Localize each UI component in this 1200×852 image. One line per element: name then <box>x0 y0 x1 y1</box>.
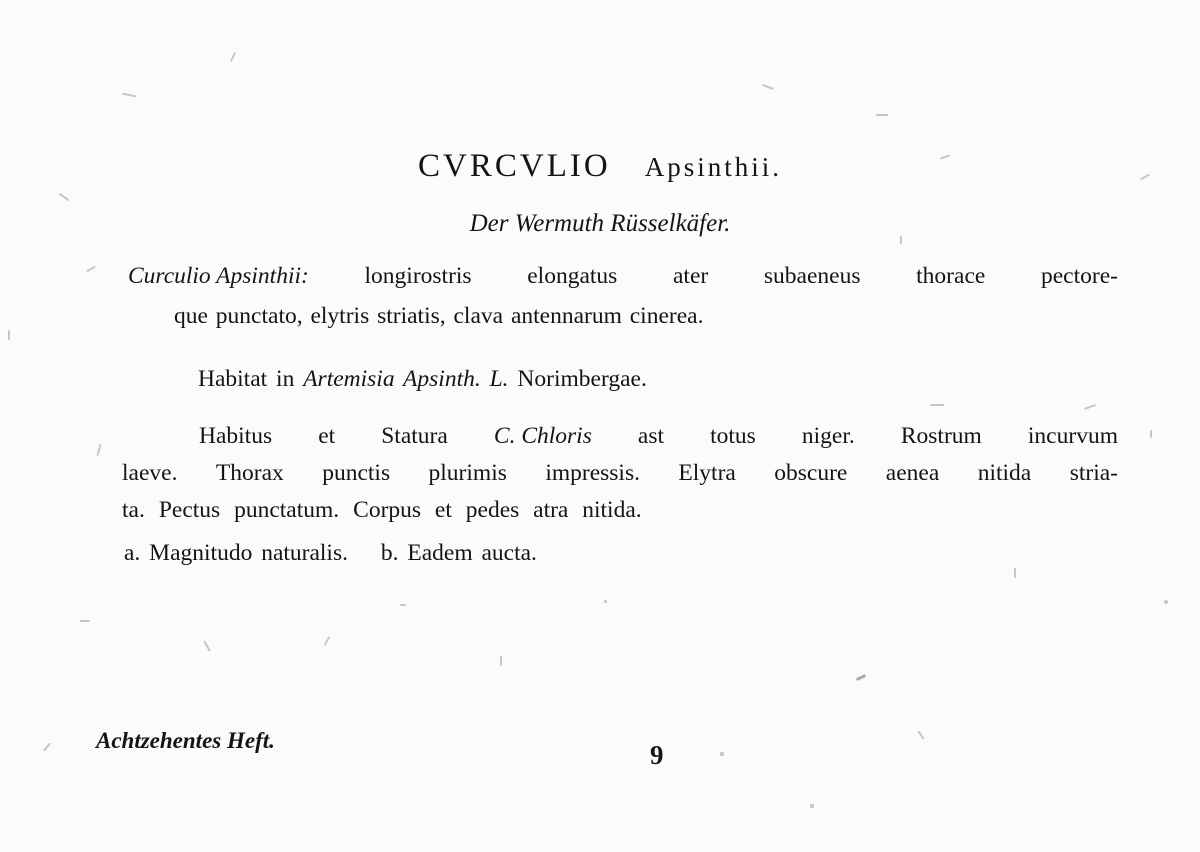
paper-speck <box>876 114 888 116</box>
diagnosis-word: subaeneus <box>763 263 861 289</box>
description-line-3 <box>122 492 1118 529</box>
habitat-line <box>198 366 647 393</box>
description-phrase: ta. <box>122 497 145 523</box>
description-line-2 <box>122 455 1118 492</box>
paper-speck <box>86 266 96 273</box>
description-word: totus <box>710 423 756 449</box>
description-word: niger. <box>801 423 855 449</box>
diagnosis-word: thorace <box>916 263 986 289</box>
figure-caption-b: b. Eadem aucta. <box>380 540 537 566</box>
paper-speck <box>500 656 502 666</box>
description-word: Rostrum <box>900 423 982 449</box>
diagnosis-line-1 <box>128 256 1118 296</box>
description-word: ast <box>637 423 665 449</box>
figure-caption-a: a. Magnitudo naturalis. <box>124 540 348 566</box>
paper-speck <box>80 620 90 622</box>
description-word: incurvum <box>1027 423 1118 449</box>
description-word: plurimis <box>428 460 507 486</box>
paper-speck <box>324 636 331 646</box>
diagnosis-paragraph <box>128 256 1148 336</box>
page-number: 9 <box>650 740 664 770</box>
description-word: Elytra <box>678 460 736 486</box>
paper-speck <box>1084 404 1096 410</box>
diagnosis-line-2: que punctato, elytris striatis, clava antennarum cinerea. <box>174 303 704 329</box>
description-word: aenea <box>885 460 940 486</box>
description-word: et <box>318 423 336 449</box>
paper-speck <box>59 193 70 202</box>
diagnosis-word: ater <box>673 263 709 289</box>
diagnosis-word: longirostris <box>364 263 472 289</box>
paper-speck <box>1164 600 1168 604</box>
paper-speck <box>122 93 136 98</box>
description-line-1 <box>122 418 1118 455</box>
diagnosis-lead: Curculio Apsinthii: <box>128 263 309 289</box>
diagnosis-word: pectore- <box>1040 263 1118 289</box>
page-subtitle: Der Wermuth Rüsselkäfer. <box>469 210 731 237</box>
paper-speck <box>720 752 724 756</box>
description-word: Thorax <box>215 460 284 486</box>
title-genus: CVRCVLIO <box>418 148 611 184</box>
habitat-prefix: Habitat in <box>198 366 295 392</box>
description-word: impressis. <box>545 460 640 486</box>
page-title <box>0 148 1200 185</box>
description-word: Habitus <box>199 423 273 449</box>
paper-speck <box>1014 568 1016 578</box>
description-word: punctis <box>322 460 391 486</box>
description-word: obscure <box>774 460 848 486</box>
paper-speck <box>604 600 607 603</box>
description-species-ref: C. Chloris <box>493 423 592 449</box>
description-word: Statura <box>381 423 448 449</box>
paper-speck <box>856 674 866 681</box>
paper-speck <box>762 84 774 90</box>
paper-speck <box>43 743 51 752</box>
description-word: nitida <box>977 460 1032 486</box>
paper-speck <box>8 330 10 340</box>
paper-speck <box>1150 430 1152 438</box>
habitat-plant: Artemisia Apsinth. L. <box>303 366 509 392</box>
paper-speck <box>917 730 924 739</box>
description-word: laeve. <box>122 460 178 486</box>
diagnosis-word: elongatus <box>527 263 618 289</box>
issue-signature: Achtzehentes Heft. <box>96 728 275 753</box>
paper-speck <box>96 444 101 456</box>
paper-speck <box>930 404 944 406</box>
habitat-place: Norimbergae. <box>517 366 647 392</box>
paper-speck <box>400 604 406 606</box>
figure-captions <box>124 540 537 567</box>
description-paragraph <box>122 418 1118 529</box>
description-word: stria- <box>1069 460 1118 486</box>
description-phrase: Corpus et pedes atra nitida. <box>353 497 642 523</box>
paper-speck <box>230 52 236 62</box>
description-phrase: Pectus punctatum. <box>158 497 340 523</box>
paper-speck <box>203 640 211 651</box>
paper-speck <box>810 804 814 808</box>
title-species: Apsinthii. <box>644 152 782 182</box>
